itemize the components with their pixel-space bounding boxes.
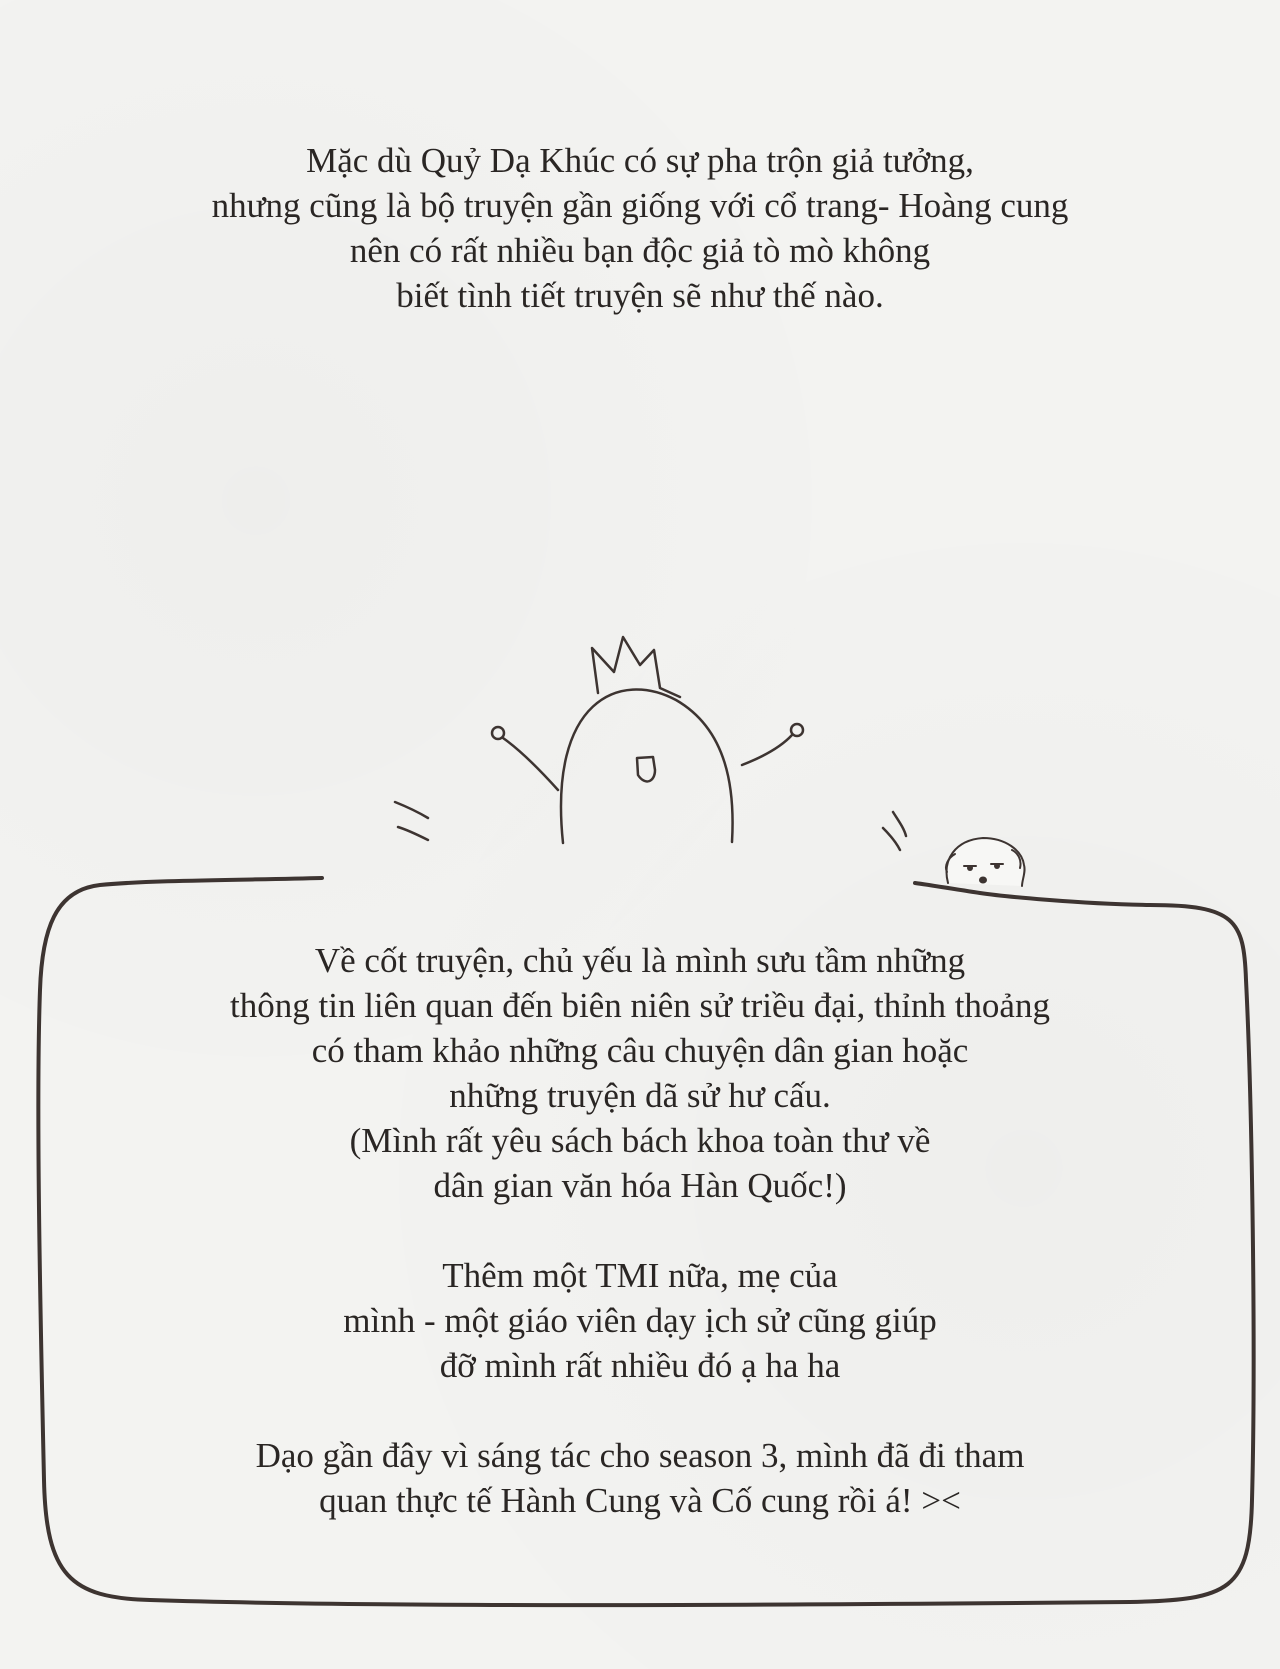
box-line: thông tin liên quan đến biên niên sử triều đại, thỉnh thoảng bbox=[230, 986, 1050, 1025]
box-line: Dạo gần đây vì sáng tác cho season 3, mình đã đi tham bbox=[255, 1436, 1025, 1475]
crowned-blob-character-icon bbox=[395, 637, 906, 850]
box-line: quan thực tế Hành Cung và Cố cung rồi á! >< bbox=[319, 1481, 961, 1520]
box-text bbox=[0, 938, 1280, 1523]
intro-line: Mặc dù Quỷ Dạ Khúc có sự pha trộn giả tưởng, bbox=[306, 141, 974, 180]
paragraph-spacer bbox=[0, 1388, 1280, 1433]
intro-line: biết tình tiết truyện sẽ như thế nào. bbox=[396, 276, 884, 315]
box-line: (Mình rất yêu sách bách khoa toàn thư về bbox=[349, 1121, 931, 1160]
small-dog-peeking-icon bbox=[946, 838, 1025, 886]
box-line: Về cốt truyện, chủ yếu là mình sưu tầm những bbox=[314, 941, 966, 980]
box-line: có tham khảo những câu chuyện dân gian hoặc bbox=[311, 1031, 969, 1070]
box-line: Thêm một TMI nữa, mẹ của bbox=[442, 1256, 838, 1295]
box-line: những truyện dã sử hư cấu. bbox=[449, 1076, 831, 1115]
intro-line: nhưng cũng là bộ truyện gần giống với cổ trang- Hoàng cung bbox=[211, 186, 1069, 225]
intro-line: nên có rất nhiều bạn độc giả tò mò không bbox=[349, 231, 931, 270]
paragraph-spacer bbox=[0, 1208, 1280, 1253]
box-line: đỡ mình rất nhiều đó ạ ha ha bbox=[439, 1346, 841, 1385]
box-line: mình - một giáo viên dạy ịch sử cũng giúp bbox=[343, 1301, 937, 1340]
box-line: dân gian văn hóa Hàn Quốc!) bbox=[433, 1166, 847, 1205]
